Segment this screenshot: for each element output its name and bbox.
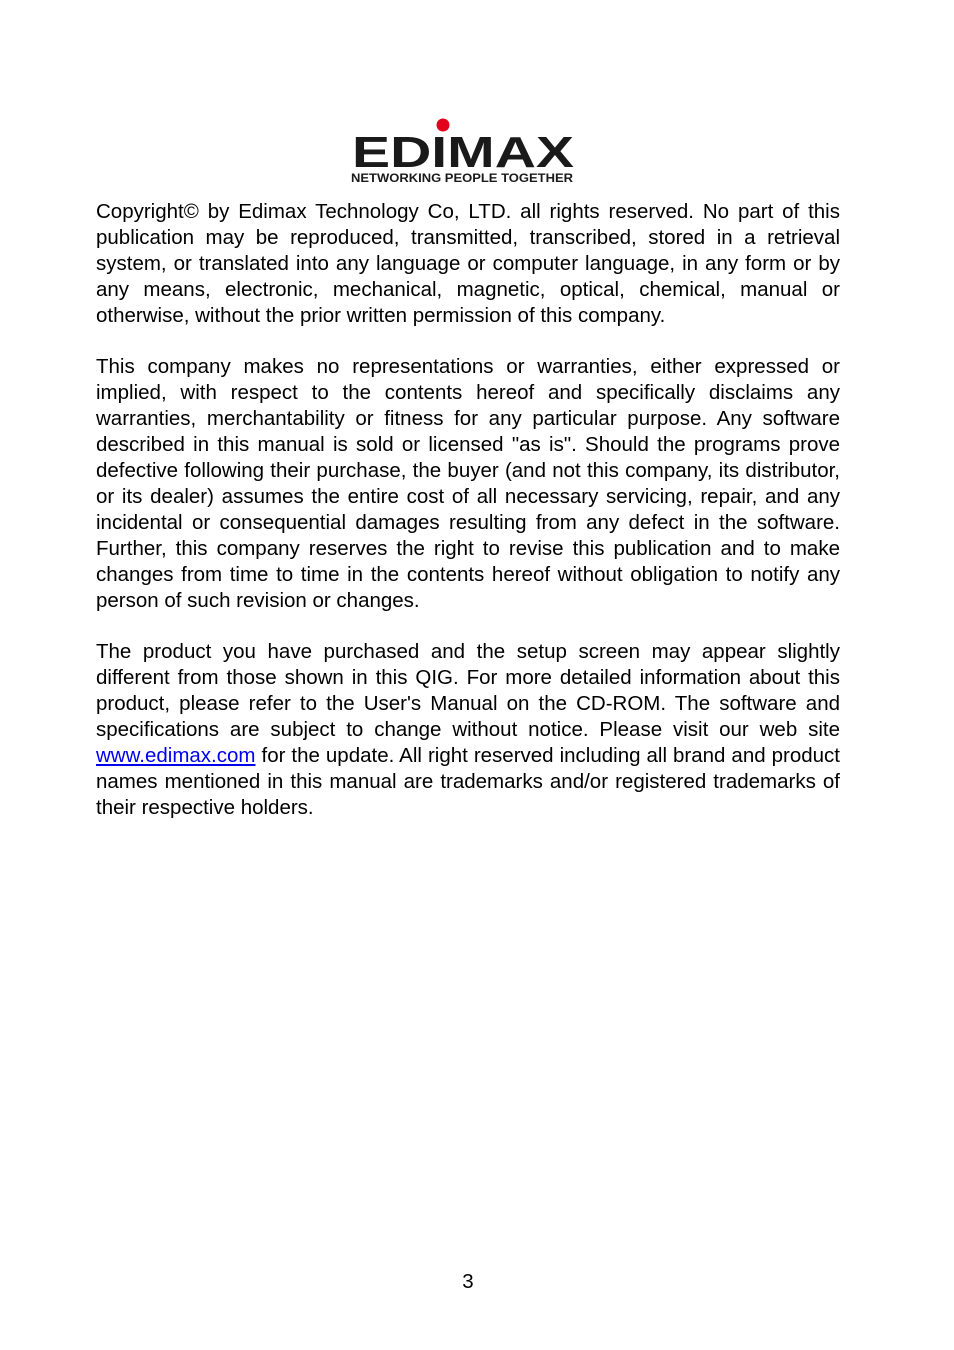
logo-tagline: NETWORKING PEOPLE TOGETHER: [351, 173, 574, 185]
edimax-logo: [348, 114, 578, 188]
page-number: 3: [462, 1270, 474, 1293]
product-paragraph-text-end: for the update. All right reserved including all brand and product names mentioned in this manual are trademarks and/or registered trademarks of their respective holders.: [96, 744, 840, 819]
product-paragraph-text-start: The product you have purchased and the setup screen may appear slightly different from those shown in this QIG. For more detailed information about this product, please refer to the User's Manual on the CD-ROM. The software and specifications are subject to change without notice. Please visit our web site: [96, 640, 840, 742]
logo-brand-text: EDIMAX: [352, 128, 574, 177]
warranty-paragraph: This company makes no representations or warranties, either expressed or implied, with respect to the contents hereof and specifically disclaims any warranties, merchantability or fitness for any particular purpose. Any software described in this manual is sold or licensed "as is". Should the programs prove defective following their purchase, the buyer (and not this company, its distributor, or its dealer) assumes the entire cost of all necessary servicing, repair, and any incidental or consequential damages resulting from any defect in the software. Further, this company reserves the right to revise this publication and to make changes from time to time in the contents hereof without obligation to notify any person of such revision or changes.: [96, 355, 840, 612]
document-body: [96, 199, 840, 847]
edimax-logo-graphic: [348, 114, 578, 188]
copyright-paragraph: Copyright© by Edimax Technology Co, LTD. all rights reserved. No part of this publication may be reproduced, transmitted, transcribed, stored in a retrieval system, or translated into any language or computer language, in any form or by any means, electronic, mechanical, magnetic, optical, chemical, manual or otherwise, without the prior written permission of this company.: [96, 200, 840, 327]
product-paragraph: [96, 639, 840, 820]
edimax-website-link[interactable]: www.edimax.com: [96, 744, 256, 767]
